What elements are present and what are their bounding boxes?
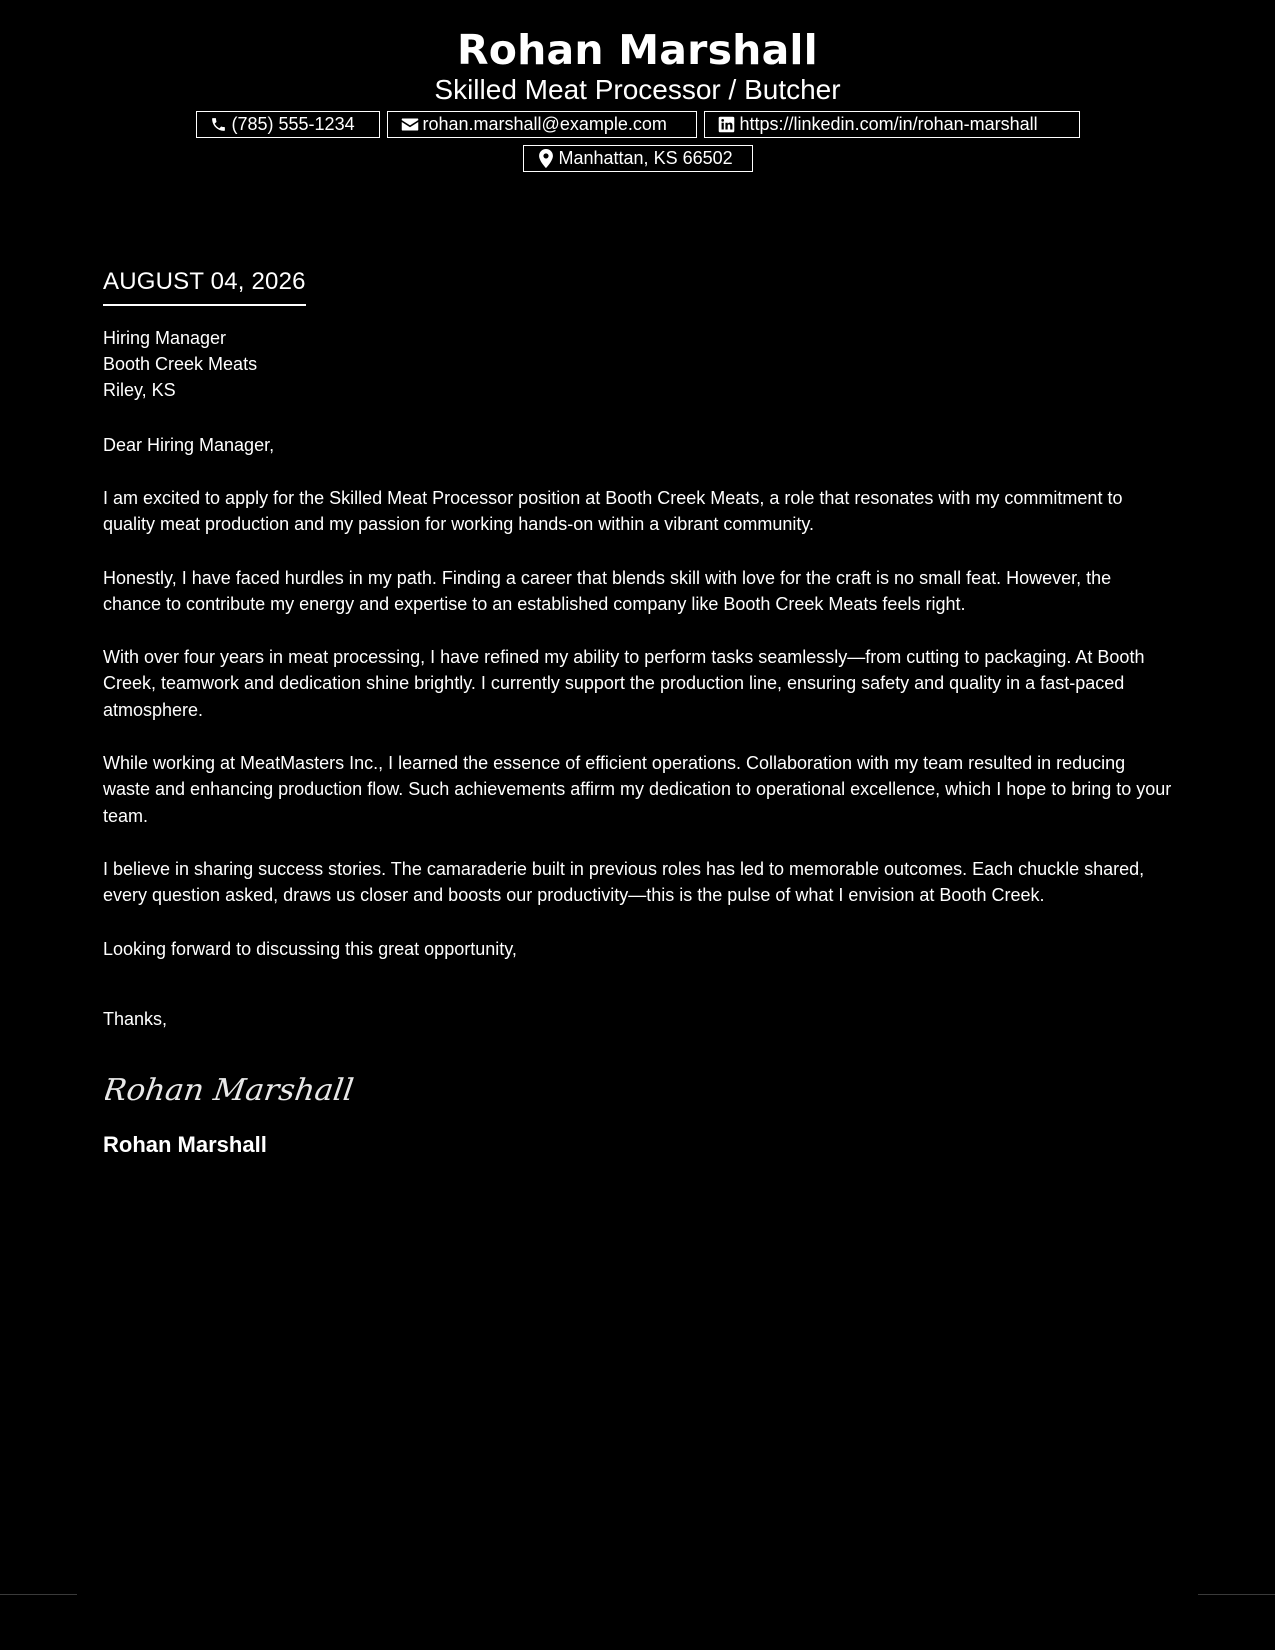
linkedin-icon (717, 115, 737, 135)
body-paragraph: With over four years in meat processing, I have refined my ability to perform tasks seamlessly—from cutting to packaging. At Booth Creek, teamwork and dedication shine brightly. I currently support the production line, ensuring safety and quality in a fast-paced atmosphere. (103, 647, 1145, 720)
footer-rule-left (0, 1594, 77, 1595)
contact-linkedin[interactable] (704, 111, 1080, 138)
body-paragraph: I believe in sharing success stories. The camaraderie built in previous roles has led to memorable outcomes. Each chuckle shared, every question asked, draws us closer and boosts our productivity—this is the pulse of what I envision at Booth Creek. (103, 858, 1145, 906)
closing-line: Looking forward to discussing this great opportunity, (103, 938, 517, 959)
recipient-line: Riley, KS (103, 380, 176, 400)
body-paragraph: While working at MeatMasters Inc., I learned the essence of efficient operations. Collaboration with my team resulted in reducing waste and enhancing production flow. Such achievements affirm my dedication to operational excellence, which I hope to bring to your team. (103, 753, 1172, 826)
recipient-line: Hiring Manager (103, 328, 227, 348)
signer-name: Rohan Marshall (103, 1131, 267, 1157)
body-paragraph: Honestly, I have faced hurdles in my path. Finding a career that blends skill with love for the craft is no small feat. However, the chance to contribute my energy and expertise to an established company like Booth Creek Meats feels right. (103, 567, 1112, 614)
body-paragraph: I am excited to apply for the Skilled Meat Processor position at Booth Creek Meats, a role that resonates with my commitment to quality meat production and my passion for working hands-on within a vibrant community. (103, 488, 1123, 535)
svg-text:Rohan Marshall: Rohan Marshall (105, 1072, 347, 1108)
contact-location (523, 145, 753, 172)
recipient-block (103, 325, 1173, 403)
footer-rule-right (1198, 1594, 1275, 1595)
letter-date: AUGUST 04, 2026 (103, 262, 306, 306)
envelope-icon (400, 115, 420, 135)
contact-list (188, 111, 1088, 172)
applicant-job-title: Skilled Meat Processor / Butcher (434, 74, 841, 105)
salutation: Dear Hiring Manager, (103, 435, 275, 455)
contact-location-text: Manhattan, KS 66502 (558, 148, 733, 168)
contact-phone[interactable] (196, 111, 380, 138)
map-pin-icon (536, 149, 556, 169)
contact-email-text: rohan.marshall@example.com (422, 114, 667, 134)
contact-email[interactable] (387, 111, 697, 138)
contact-phone-text: (785) 555-1234 (231, 114, 355, 134)
sign-off: Thanks, (103, 1008, 168, 1029)
contact-linkedin-text: https://linkedin.com/in/rohan-marshall (739, 114, 1038, 134)
phone-icon (209, 115, 229, 135)
letter-header (0, 0, 1275, 172)
handwritten-signature (105, 1064, 1173, 1114)
recipient-line: Booth Creek Meats (103, 354, 258, 374)
letter-body (103, 262, 1173, 1160)
applicant-name: Rohan Marshall (457, 26, 818, 74)
